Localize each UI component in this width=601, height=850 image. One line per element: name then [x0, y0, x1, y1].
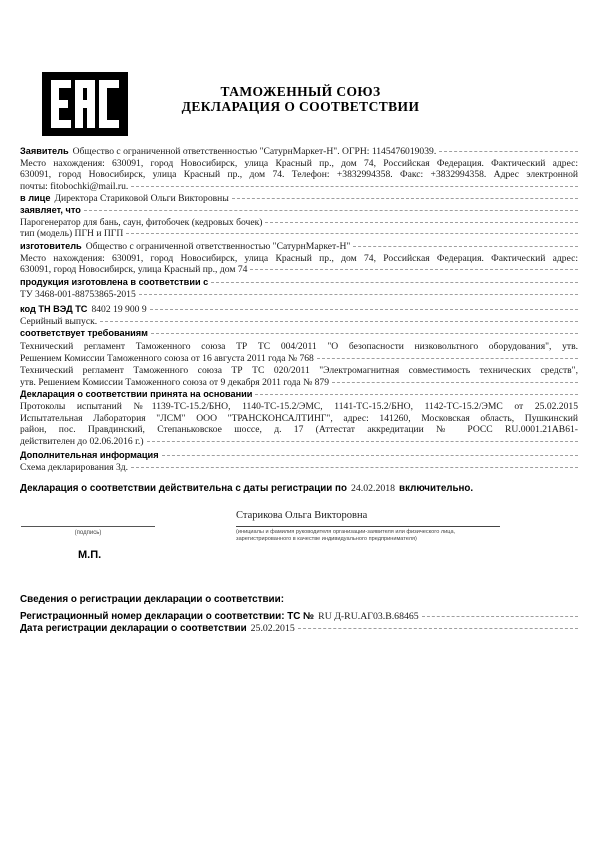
manufacturer-address-line2	[20, 264, 578, 276]
signature-line	[21, 526, 155, 527]
accreditation-validity: действителен до 02.06.2016 г.)	[20, 436, 144, 447]
product-model-row	[20, 228, 578, 240]
product-model: тип (модель) ПГН и ПГП	[20, 228, 124, 239]
regulation2-decision: утв. Решением Комиссии Таможенного союза от 9 декабря 2011 года № 879	[20, 377, 330, 388]
regulation1-line2	[20, 353, 578, 365]
document-title-line1: ТАМОЖЕННЫЙ СОЮЗ	[220, 84, 381, 99]
tnved-code: 8402 19 900 9	[91, 304, 147, 315]
registration-date-row	[20, 623, 578, 635]
dotted-fill	[150, 309, 578, 310]
registration-section-title: Сведения о регистрации декларации о соответствии:	[20, 594, 284, 605]
stamp-place-label: М.П.	[78, 549, 102, 561]
product-name: Парогенератор для бань, саун, фитобочек (кедровых бочек)	[20, 217, 263, 228]
tu-number: ТУ 3468-001-88753865-2015	[20, 289, 136, 300]
registration-number-value: RU Д-RU.АГ03.В.68465	[318, 611, 419, 622]
manufacturer-row	[20, 241, 578, 253]
additional-info-label: Дополнительная информация	[20, 450, 159, 460]
name-line	[236, 526, 500, 527]
registration-number-label: Регистрационный номер декларации о соответствии: ТС №	[20, 611, 315, 622]
basis-label: Декларация о соответствии принята на основании	[20, 389, 253, 399]
dotted-fill	[139, 294, 578, 295]
applicant-address-line1: Место нахождения: 630091, город Новосибирск, улица Красный пр., дом 74, Российская Федерация. Фактический адрес:	[20, 158, 578, 169]
made-in-accordance-row	[20, 277, 578, 289]
made-in-accordance-label: продукция изготовлена в соответствии с	[20, 277, 209, 287]
signature-caption: (подпись)	[74, 530, 102, 536]
validity-suffix: включительно.	[399, 483, 474, 494]
complies-label: соответствует требованиям	[20, 328, 148, 338]
dotted-fill	[422, 616, 578, 617]
regulation1-decision: Решением Комиссии Таможенного союза от 16 августа 2011 года № 768	[20, 353, 314, 364]
dotted-fill	[131, 467, 578, 468]
manufacturer-value: Общество с ограниченной ответственностью "СатурнМаркет-Н"	[85, 241, 351, 252]
manufacturer-address-value: 630091, город Новосибирск, улица Красный пр., дом 74	[20, 264, 248, 275]
dotted-fill	[131, 186, 578, 187]
tnved-label: код ТН ВЭД ТС	[20, 304, 88, 314]
regulation1-line1: Технический регламент Таможенного союза ТР ТС 004/2011 "О безопасности низковольтного оборудования", утв.	[20, 341, 578, 352]
serial-row	[20, 316, 578, 328]
dotted-fill	[298, 628, 578, 629]
serial-text: Серийный выпуск.	[20, 316, 98, 327]
complies-header-row	[20, 328, 578, 340]
dotted-fill	[317, 358, 578, 359]
manufacturer-address-line1: Место нахождения: 630091, город Новосибирск, улица Красный пр., дом 74, Российская Федерация. Фактический адрес:	[20, 253, 578, 264]
registration-section-title-row	[20, 594, 578, 606]
applicant-address-line3	[20, 181, 578, 193]
dotted-fill	[162, 455, 578, 456]
additional-info-row	[20, 462, 578, 474]
basis-lab-line2: район, пос. Правдинский, Степаньковское шоссе, д. 17 (Аттестат аккредитации № РОСС RU.0001.21АВ61-	[20, 424, 578, 435]
dotted-fill	[126, 233, 578, 234]
applicant-value: Общество с ограниченной ответственностью "СатурнМаркет-Н". ОГРН: 1145476019039.	[72, 146, 437, 157]
applicant-address-line2: 630091, город Новосибирск, улица Красный пр., дом 74. Телефон: +3832994358. Факс: +3832994358. Адрес электронной	[20, 169, 578, 180]
dotted-fill	[255, 394, 578, 395]
tnved-row	[20, 304, 578, 316]
applicant-row	[20, 146, 578, 158]
name-caption: (инициалы и фамилия руководителя организации-заявителя или физического лица, зарегистрированного в качестве индивидуального предпринимателя)	[236, 529, 456, 542]
in-person-row	[20, 193, 578, 205]
dotted-fill	[100, 321, 578, 322]
tu-row	[20, 289, 578, 301]
in-person-value: Директора Стариковой Ольги Викторовны	[54, 193, 229, 204]
declaration-scheme: Схема декларирования 3д.	[20, 462, 129, 473]
validity-prefix: Декларация о соответствии действительна с даты регистрации по	[20, 483, 347, 494]
registration-date-value: 25.02.2015	[250, 623, 295, 634]
registration-date-label: Дата регистрации декларации о соответствии	[20, 623, 247, 634]
dotted-fill	[147, 441, 578, 442]
registration-number-row	[20, 611, 578, 623]
basis-header-row	[20, 389, 578, 401]
regulation2-line2	[20, 377, 578, 389]
dotted-fill	[439, 151, 578, 152]
dotted-fill	[265, 222, 578, 223]
dotted-fill	[211, 282, 578, 283]
applicant-email: почты: fitobochki@mail.ru.	[20, 181, 129, 192]
dotted-fill	[151, 333, 578, 334]
basis-lab-line1: Испытательная Лаборатория "ЛСМ" ООО "ТРАНСКОНСАЛТИНГ", адрес: 141260, Московская область, Пушкинский	[20, 413, 578, 424]
regulation2-line1: Технический регламент Таможенного союза ТР ТС 020/2011 "Электромагнитная совместимость технических средств",	[20, 365, 578, 376]
dotted-fill	[332, 382, 578, 383]
basis-protocols-line: Протоколы испытаний №1139-ТС-15.2/БНО, 1140-ТС-15.2/ЭМС, 1141-ТС-15.2/БНО, 1142-ТС-15.2/ЭМС от 25.02.2015	[20, 401, 578, 412]
dotted-fill	[84, 210, 578, 211]
signatory-name: Старикова Ольга Викторовна	[236, 510, 368, 521]
declares-header-row	[20, 205, 578, 217]
document-title-line2: ДЕКЛАРАЦИЯ О СООТВЕТСТВИИ	[181, 99, 420, 114]
dotted-fill	[232, 198, 578, 199]
dotted-fill	[250, 269, 578, 270]
additional-info-header-row	[20, 450, 578, 462]
applicant-label: Заявитель	[20, 146, 69, 156]
basis-lab-line3	[20, 436, 578, 448]
declares-label: заявляет, что	[20, 205, 81, 215]
dotted-fill	[353, 246, 578, 247]
validity-date: 24.02.2018	[350, 483, 396, 494]
manufacturer-label: изготовитель	[20, 241, 82, 251]
in-person-label: в лице	[20, 193, 51, 203]
validity-row	[20, 483, 578, 495]
